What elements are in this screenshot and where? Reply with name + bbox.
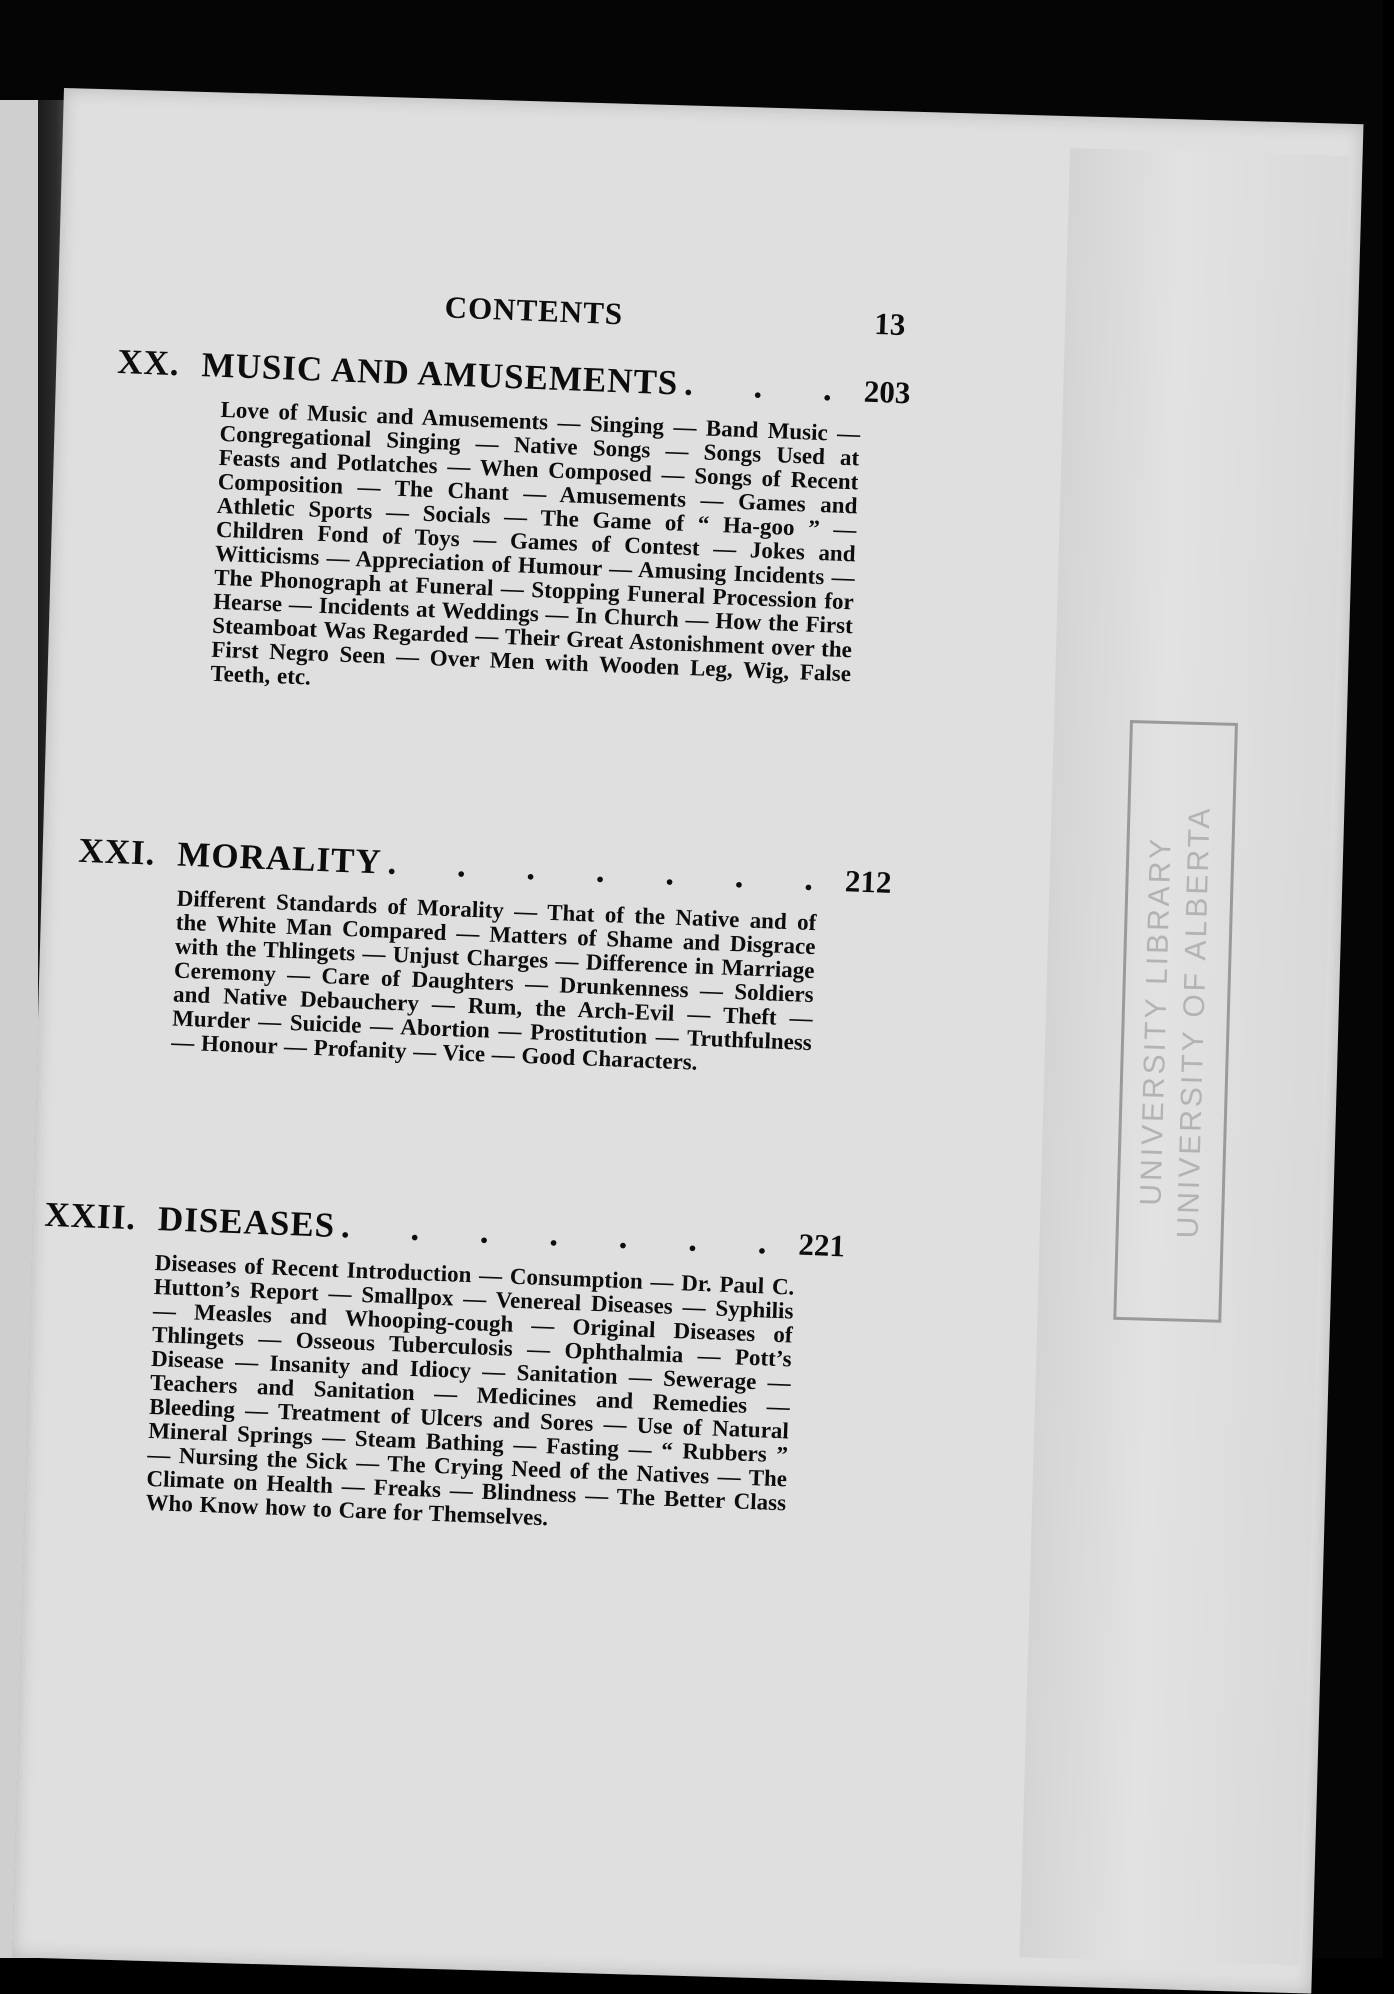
chapter-title: MORALITY: [176, 834, 383, 882]
chapter-title: MUSIC AND AMUSEMENTS: [200, 345, 680, 403]
chapter-entry: [33, 1194, 846, 1538]
chapter-numeral: XXII.: [43, 1194, 137, 1238]
library-stamp-line-2: UNIVERSITY OF ALBERTA: [1171, 804, 1217, 1239]
chapter-summary: Diseases of Recent Introduction — Consumption — Dr. Paul C. Hutton’s Report — Smallpox — Venereal Diseases — Syphilis — Measles and Whooping-cough — Original Diseases of Thlingets — Osseous Tuberculosis — Ophthalmia — Pott’s Disease — Insanity and Idiocy — Sanitation — Sewerage — Teachers and Sanitation — Medicines and Remedies — Bleeding — Treatment of Ulcers and Sores — Use of Natural Mineral Springs — Steam Bathing — Fasting — “ Rubbers ” — Nursing the Sick — The Crying Need of the Natives — The Climate on Health — Freaks — Blindness — The Better Class Who Know how to Care for Themselves.: [145, 1250, 795, 1531]
running-head: CONTENTS: [444, 289, 624, 332]
chapter-entry: [105, 341, 912, 709]
dot-leader: . . . . . . .: [340, 1206, 794, 1263]
dot-leader: . . .: [683, 363, 859, 410]
chapter-title: DISEASES: [157, 1199, 336, 1245]
chapter-page-number: 221: [797, 1226, 846, 1264]
page-number: 13: [873, 305, 907, 343]
chapter-page-number: 203: [863, 373, 912, 411]
chapter-summary: Love of Music and Amusements — Singing — Band Music — Congregational Singing — Native Songs — Songs Used at Feasts and Potlatches — When Composed — Songs of Recent Composition — The Chant — Amusements — Games and Athletic Sports — Socials — The Game of “ Ha-goo ” — Children Fond of Toys — Games of Contest — Jokes and Witticisms — Appreciation of Humour — Amusing Incidents — The Phonograph at Funeral — Stopping Funeral Procession for Hearse — Incidents at Weddings — In Church — How the First Steamboat Was Regarded — Their Great Astonishment over the First Negro Seen — Over Men with Wooden Leg, Wig, False Teeth, etc.: [210, 396, 861, 690]
chapter-heading: [43, 1194, 846, 1264]
chapter-numeral: XXI.: [77, 830, 157, 873]
chapter-summary: Different Standards of Morality — That of the Native and of the White Man Compared — Matters of Shame and Disgrace with the Thlingets — Unjust Charges — Difference in Marriage Ceremony — Care of Daughters — Drunkenness — Soldiers and Native Debauchery — Rum, the Arch-Evil — Theft — Murder — Suicide — Abortion — Prostitution — Truthfulness — Honour — Profanity — Vice — Good Characters.: [170, 885, 817, 1075]
chapter-entry: [71, 830, 893, 1078]
dot-leader: . . . . . . .: [386, 842, 840, 899]
chapter-numeral: XX.: [116, 341, 181, 384]
library-stamp-line-1: UNIVERSITY LIBRARY: [1134, 835, 1178, 1207]
chapter-page-number: 212: [844, 863, 893, 900]
